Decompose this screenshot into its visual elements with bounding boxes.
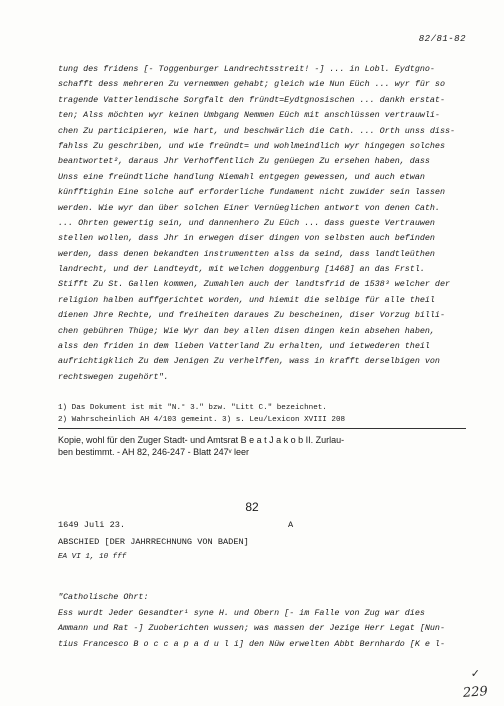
footnote: 2) Wahrscheinlich AH 4/103 gemeint. 3) s. Leu/Lexicon XVIII 208 <box>58 416 346 424</box>
body-line: ten; Alss möchten wyr keinen Umbgang Nemmen Eüch mit anschlüssen vertrauwli- <box>58 110 440 121</box>
document-text-line: "Catholische Ohrt: <box>58 592 149 602</box>
body-line: landrecht, und der Landteydt, mit welchen doggenburg [1468] an das Frstl. <box>58 264 425 275</box>
body-line: künfftighin Eine solche auf erforderliche fundament nicht zuwider sein lassen <box>58 187 445 198</box>
source-note <box>58 434 468 458</box>
document-date: 1649 Juli 23. <box>58 520 126 530</box>
body-line: werden. Wie wyr dan über solchen Einer Vernüeglichen antwort von denen Cath. <box>58 202 440 213</box>
body-line: chen Zu participieren, wie hart, und beschwärlich die Cath. ... Orth unss diss- <box>58 125 456 136</box>
document-number: 82 <box>245 500 259 514</box>
body-line: rechtswegen zugehört". <box>58 371 169 382</box>
separator-rule <box>58 428 466 429</box>
body-line: chen gebühren Thüge; Wie Wyr dan bey allen disen dingen kein absehen haben, <box>58 325 435 336</box>
document-title: ABSCHIED [DER JAHRRECHNUNG VON BADEN] <box>58 537 249 547</box>
body-line: beantwortet², daraus Jhr Verhoffentlich Zu genüegen Zu ersehen haben, dass <box>58 156 430 167</box>
footnote: 1) Das Dokument ist mit "N.° 3." bzw. "Litt C." bezeichnet. <box>58 404 327 412</box>
document-date-line <box>58 520 468 530</box>
body-line: fahlss Zu geschriben, und wie freündt= und wohlmeindlich wyr hingegen solches <box>58 140 445 151</box>
handwritten-page-mark: 229 <box>462 684 489 701</box>
letter-body-text <box>58 62 468 385</box>
body-line: dienen Jhre Rechte, und freiheiten daraues Zu bescheinen, diser Vorzug billi- <box>58 310 445 321</box>
footnotes <box>58 402 468 426</box>
document-text-line: tius Francesco B o c c a p a d u l i] den Nüw erwelten Abbt Bernhardo [K e l- <box>58 638 445 649</box>
body-line: tung des fridens [- Toggenburger Landrechtsstreit! -] ... in Lobl. Eydtgno- <box>58 64 435 74</box>
document-text-line: Ammann und Rat -] Zuoberichten wussen; was massen der Jezige Herr Legat [Nun- <box>58 623 445 634</box>
body-line: werden, dass denen bekandten instrumentten alss da seind, dass landtleüthen <box>58 248 435 259</box>
body-line: aufrichtigklich Zu dem Jenigen Zu verhelffen, wass in krafft derselbigen von <box>58 356 440 367</box>
body-line: Stifft Zu St. Gallen kommen, Zumahlen auch der landtsfrid de 1538³ welcher der <box>58 279 451 290</box>
document-text-line: Ess wurdt Jeder Gesandter¹ syne H. und Obern [- im Falle von Zug war dies <box>58 607 425 618</box>
document-reference: EA VI 1, 10 fff <box>58 553 127 561</box>
body-line: stellen wollen, dass Jhr in erwegen diser dingen von selbsten auch befinden <box>58 233 435 244</box>
document-text <box>58 590 468 652</box>
body-line: Unss eine freündtliche handlung Niemahl entgegen gewessen, und auch etwan <box>58 171 425 182</box>
page-number: 82/81-82 <box>418 34 466 44</box>
handwritten-check-mark: ✓ <box>470 667 480 680</box>
body-line: schafft dess mehreren Zu vernemmen gehabt; gleich wie Nun Eüch ... wyr für so <box>58 79 445 90</box>
body-line: ... Ohrten gewertig sein, und dannenhero Zu Eüch ... dass gueste Vertrauwen <box>58 217 435 228</box>
document-letter: A <box>288 520 294 530</box>
source-note-line: ben bestimmt. - AH 82, 246-247 - Blatt 247ᵛ leer <box>58 447 249 457</box>
body-line: religion halben auffgerichtet worden, und hiemit die selbige für alle theil <box>58 294 435 305</box>
source-note-line: Kopie, wohl für den Zuger Stadt- und Amtsrat B e a t J a k o b II. Zurlau- <box>58 435 345 445</box>
body-line: alss den friden in dem lieben Vatterland Zu erhalten, und ietwederen theil <box>58 341 430 352</box>
body-line: tragende Vatterlendische Sorgfalt den fründt=Eydtgnosischen ... dankh erstat- <box>58 94 445 105</box>
